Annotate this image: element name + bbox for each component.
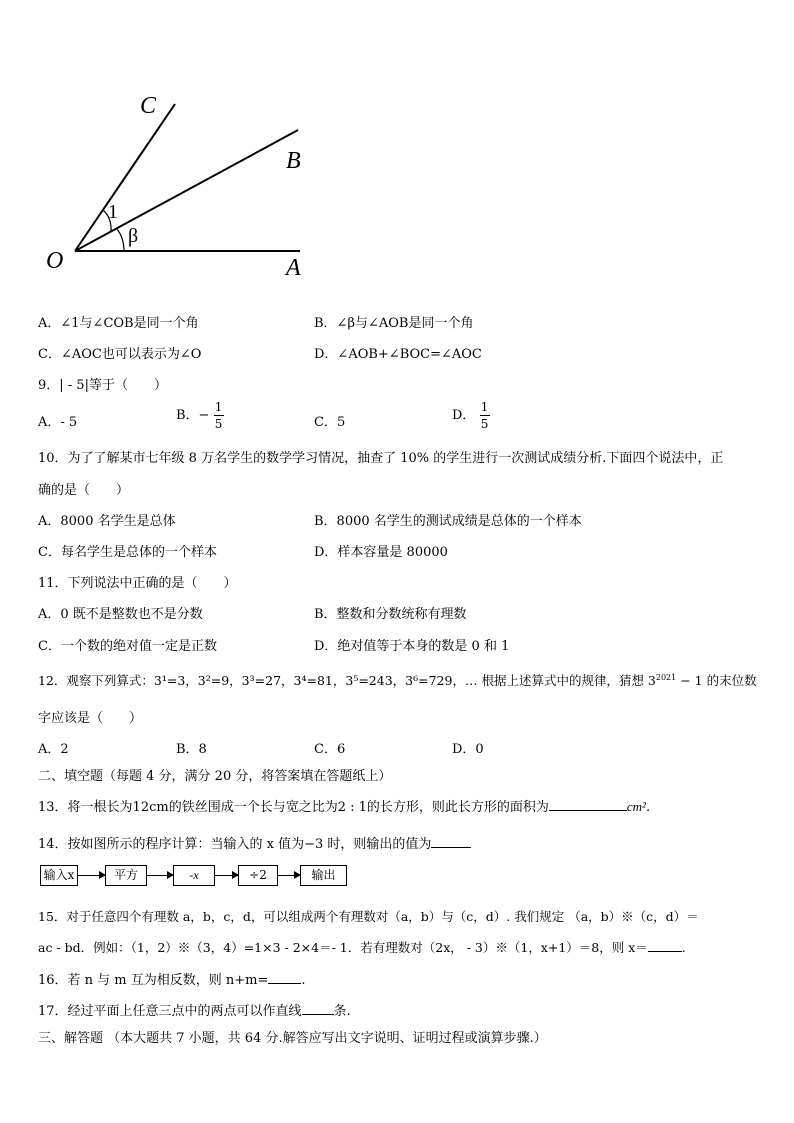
q8-option-a: A．∠1与∠COB是同一个角 <box>38 316 199 331</box>
q9-option-d <box>452 400 490 431</box>
label-c: C <box>140 93 157 119</box>
flow-input-box: 输入x <box>40 865 78 886</box>
q9-option-b-fraction <box>214 400 224 431</box>
q17-answer-blank[interactable] <box>302 1002 334 1015</box>
q17-text: 17．经过平面上任意三点中的两点可以作直线 <box>38 1004 302 1019</box>
q10-option-c: C．每名学生是总体的一个样本 <box>38 545 217 560</box>
q9-option-d-fraction <box>480 400 490 431</box>
angle-1-label: 1 <box>108 201 118 223</box>
q16-end: . <box>301 973 306 988</box>
flow-arrow-1 <box>78 875 105 876</box>
q12-stem-line1 <box>38 671 757 689</box>
q14-answer-blank[interactable] <box>431 835 471 848</box>
q17 <box>38 1000 351 1019</box>
q9-option-a: A．- 5 <box>38 415 78 430</box>
q8-option-b: B．∠β与∠AOB是同一个角 <box>314 316 474 331</box>
q12-exponent: 2021 <box>655 672 677 682</box>
q15-line2 <box>38 938 686 956</box>
q10-option-a: A．8000 名学生是总体 <box>38 514 176 529</box>
q17-end: 条. <box>333 1004 351 1019</box>
q10-option-b: B．8000 名学生的测试成绩是总体的一个样本 <box>314 514 582 529</box>
q16 <box>38 969 306 988</box>
flow-arrow-2 <box>147 875 173 876</box>
q12-stem-line2: 字应该是（ ） <box>38 711 143 726</box>
q12-option-d: D．0 <box>452 742 484 757</box>
q13-answer-blank[interactable] <box>549 798 627 811</box>
q9-option-d-prefix: D． <box>452 408 476 423</box>
flow-arrow-4 <box>278 875 300 876</box>
q11-option-b: B．整数和分数统称有理数 <box>314 607 467 622</box>
q14 <box>38 833 471 852</box>
angle-arc-beta <box>117 229 124 251</box>
flow-square-box: 平方 <box>105 865 147 886</box>
q13 <box>38 796 650 815</box>
angle-beta-label: β <box>128 225 139 247</box>
q8-option-c: C．∠AOC也可以表示为∠O <box>38 347 202 362</box>
q12-option-b: B．8 <box>176 742 207 757</box>
section-solve-heading: 三、解答题 （本大题共 7 小题，共 64 分.解答应写出文字说明、证明过程或演算步骤.） <box>38 1031 547 1046</box>
flow-minus-x-box: -x <box>173 865 215 886</box>
q13-unit: cm² <box>626 799 646 814</box>
q16-text: 16．若 n 与 m 互为相反数，则 n+m= <box>38 973 269 988</box>
q15-line1: 15．对于任意四个有理数 a，b，c，d，可以组成两个有理数对（a，b）与（c，d）. 我们规定 （a，b）※（c，d）＝ <box>38 909 699 924</box>
q11-option-d: D．绝对值等于本身的数是 0 和 1 <box>314 639 510 654</box>
q13-text: 13．将一根长为12cm的铁丝围成一个长与宽之比为2 : 1的长方形，则此长方形的面积为 <box>38 800 549 815</box>
q11-option-c: C．一个数的绝对值一定是正数 <box>38 639 217 654</box>
flow-output-box: 输出 <box>300 865 347 886</box>
q9-stem: 9．| - 5|等于（ ） <box>38 378 167 393</box>
label-b: B <box>286 148 301 174</box>
q12-stem-post: − 1 的末位数 <box>676 673 757 688</box>
section-fill-in-heading: 二、填空题（每题 4 分，满分 20 分，将答案填在答题纸上） <box>38 769 392 784</box>
q15-answer-blank[interactable] <box>648 939 682 952</box>
q10-option-d: D．样本容量是 80000 <box>314 545 448 560</box>
q8-option-d: D．∠AOB+∠BOC=∠AOC <box>314 347 482 362</box>
angle-figure <box>0 0 794 300</box>
label-o: O <box>46 248 64 274</box>
q12-stem-pre: 12．观察下列算式：3¹=3，3²=9，3³=27，3⁴=81，3⁵=243，3⁶=729，… 根据上述算式中的规律，猜想 3 <box>38 673 656 688</box>
q15-end: . <box>681 940 686 955</box>
flow-arrow-3 <box>215 875 238 876</box>
q14-text: 14．按如图所示的程序计算：当输入的 x 值为−3 时，则输出的值为 <box>38 837 432 852</box>
q9-option-c: C．5 <box>314 415 346 430</box>
q10-stem-line1: 10．为了了解某市七年级 8 万名学生的数学学习情况，抽查了 10% 的学生进行一次测试成绩分析.下面四个说法中，正 <box>38 451 724 466</box>
fraction-denominator: 5 <box>214 417 223 431</box>
q9-option-b-prefix: B．− <box>176 408 210 423</box>
q15-line2-text: ac - bd．例如：（1，2）※（3，4）=1×3 - 2×4＝- 1．若有理数对（2x， - 3）※（1，x+1）＝8，则 x＝ <box>38 940 648 955</box>
fraction-numerator: 1 <box>480 400 489 414</box>
q16-answer-blank[interactable] <box>268 971 301 984</box>
q11-stem: 11．下列说法中正确的是（ ） <box>38 576 237 591</box>
fraction-numerator: 1 <box>214 400 223 414</box>
q11-option-a: A．0 既不是整数也不是分数 <box>38 607 203 622</box>
q10-stem-line2: 确的是（ ） <box>38 483 130 498</box>
q12-option-a: A．2 <box>38 742 69 757</box>
ray-ob <box>75 130 298 251</box>
ray-oc <box>75 104 175 251</box>
flow-divide-box: ÷2 <box>238 865 278 886</box>
fraction-denominator: 5 <box>480 417 489 431</box>
label-a: A <box>286 255 301 281</box>
q9-option-b <box>176 400 224 431</box>
q12-option-c: C．6 <box>314 742 346 757</box>
q13-end: . <box>645 800 651 815</box>
